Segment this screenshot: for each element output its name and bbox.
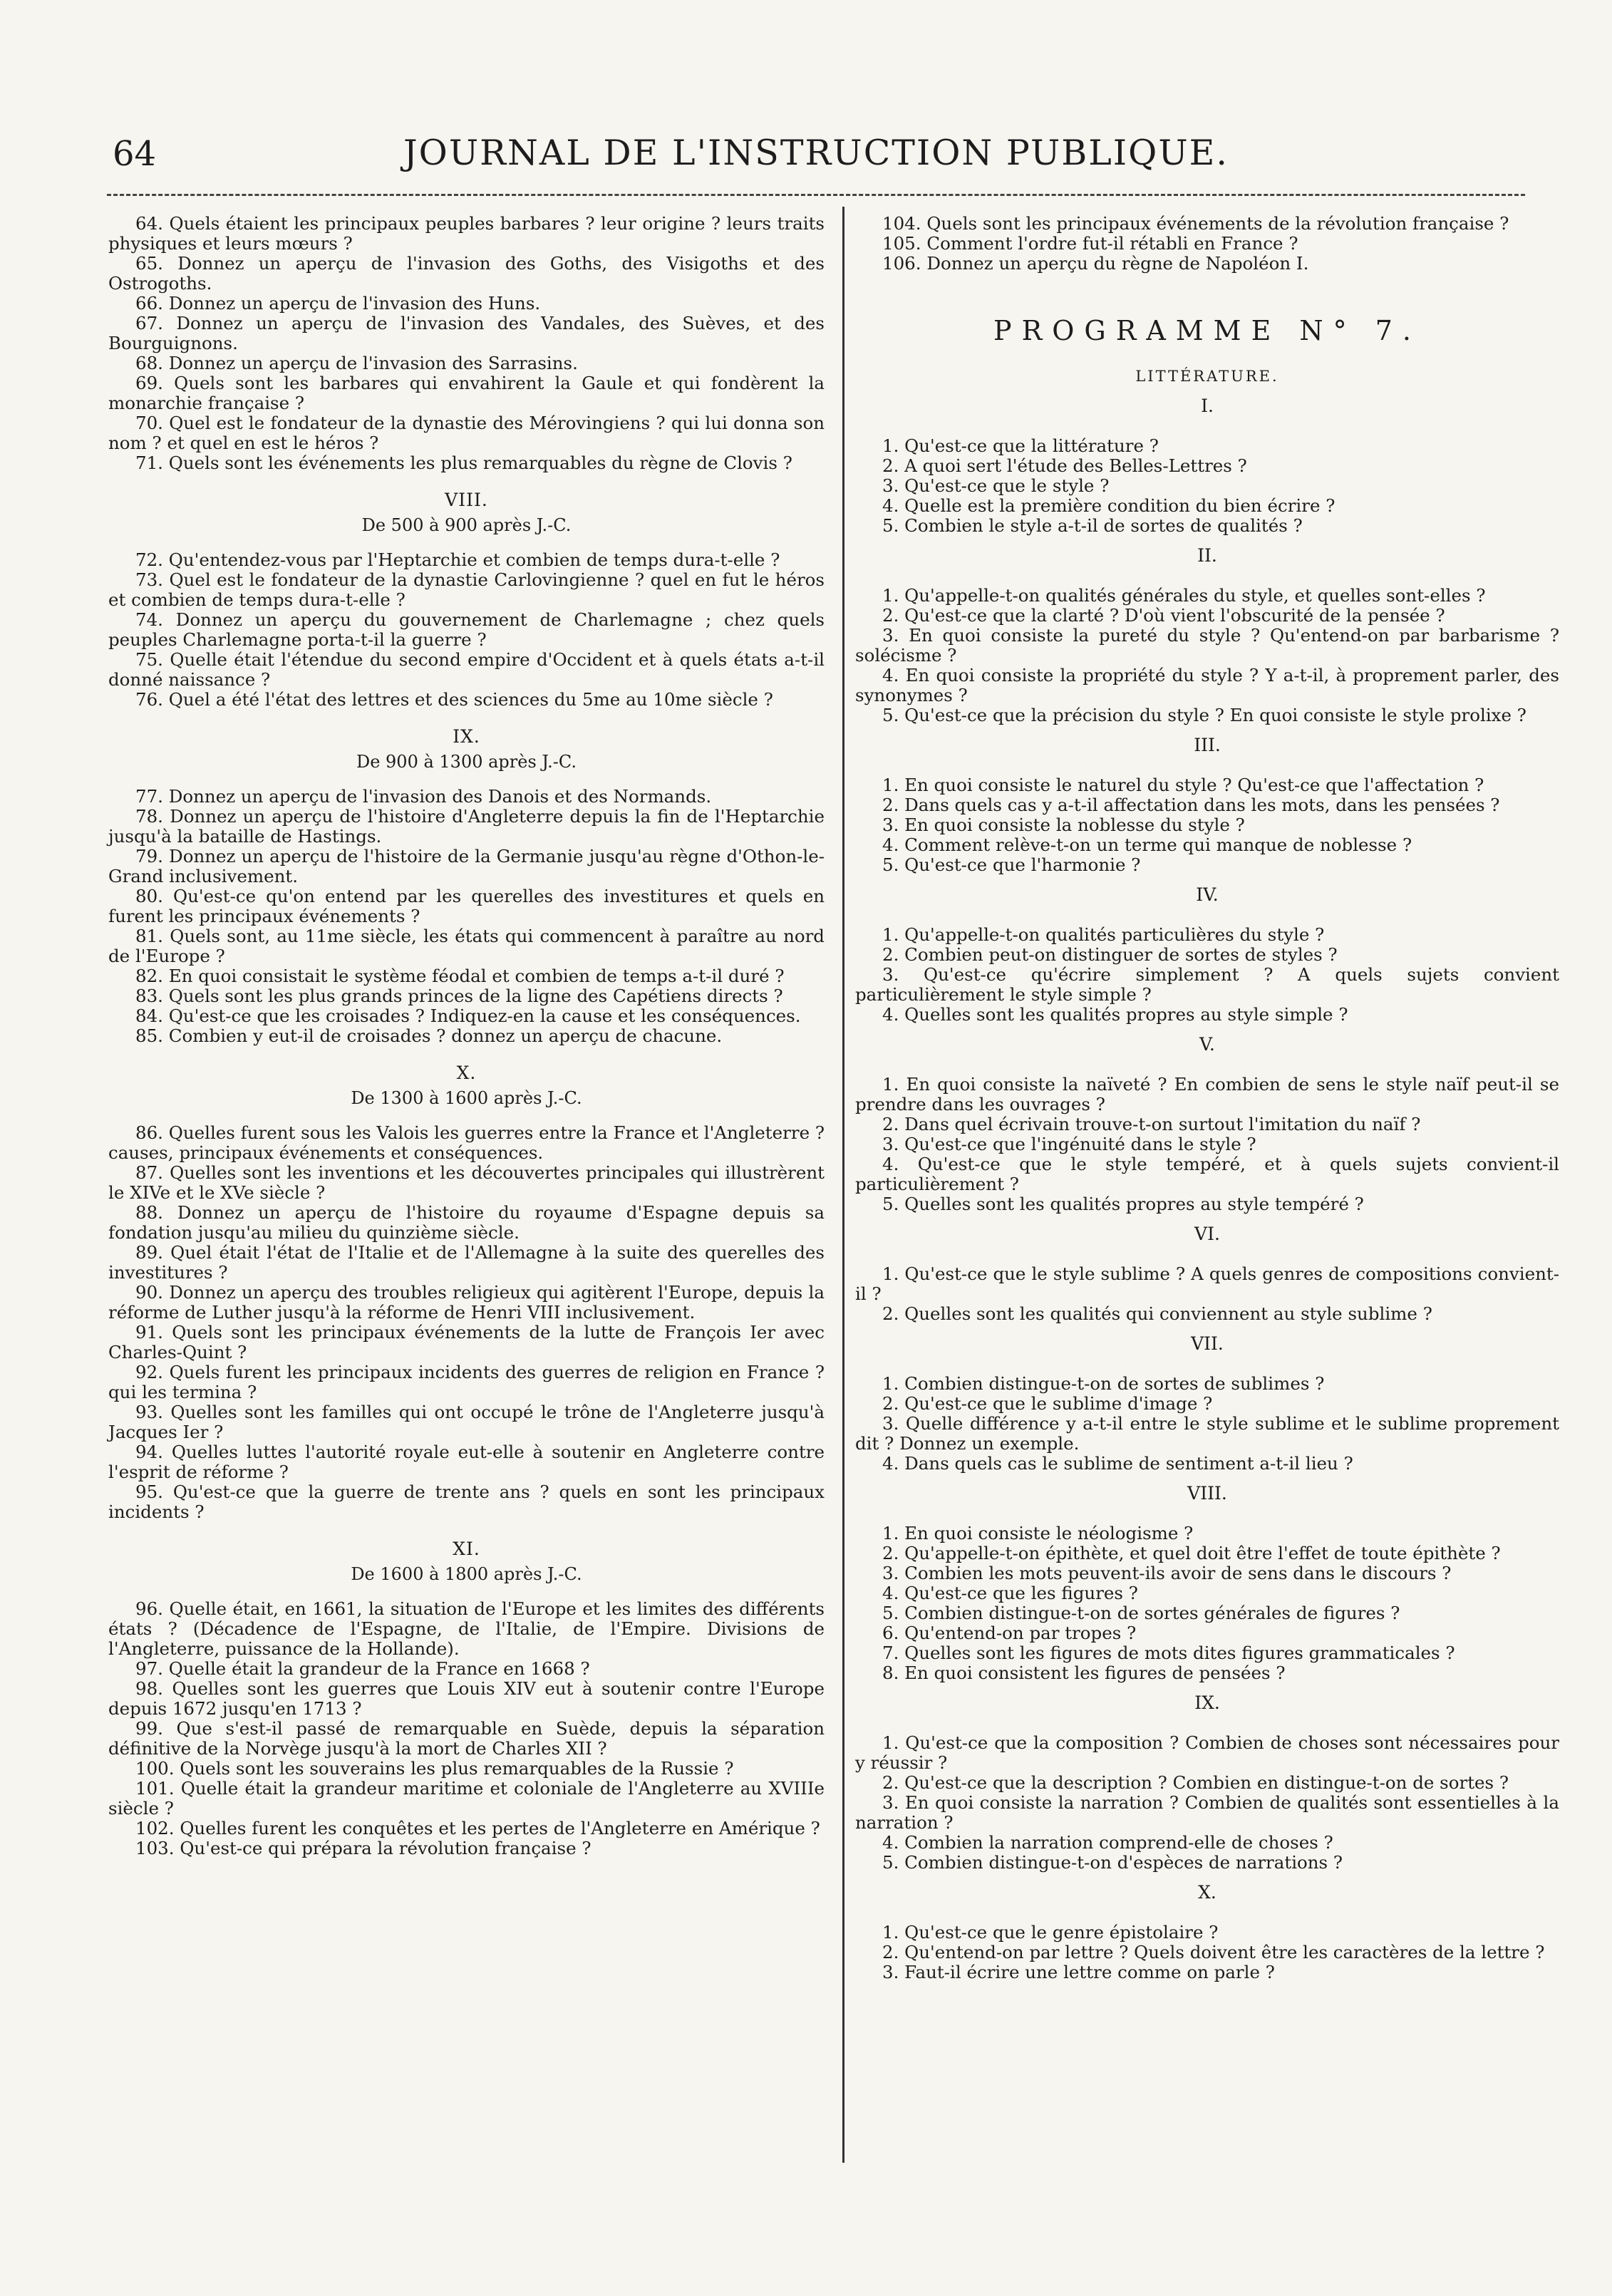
question-item: 3. Qu'est-ce que le style ? [882,475,1110,496]
question-item: 89. Quel était l'état de l'Italie et de l'Allemagne à la suite des querelles des investitures ? [108,1242,825,1283]
question-item: 82. En quoi consistait le système féodal et combien de temps a-t-il duré ? [135,966,785,986]
question-item: 3. En quoi consiste la pureté du style ? Qu'entend-on par barbarisme ? solécisme ? [855,625,1559,666]
question-item: 86. Quelles furent sous les Valois les guerres entre la France et l'Angleterre ? causes, principaux événements et conséquences. [108,1122,825,1163]
question-item: 2. Qu'appelle-t-on épithète, et quel doit être l'effet de toute épithète ? [882,1543,1501,1563]
question-item: 65. Donnez un aperçu de l'invasion des Goths, des Visigoths et des Ostrogoths. [108,253,825,294]
question-item: 3. En quoi consiste la noblesse du style ? [882,815,1245,835]
section-subtitle: De 1300 à 1600 après J.-C. [351,1088,582,1108]
section-numeral: II. [1197,545,1217,566]
question-item: 90. Donnez un aperçu des troubles religieux qui agitèrent l'Europe, depuis la réforme de Luther jusqu'à la réforme de Henri VIII inclusivement. [108,1282,825,1323]
question-item: 5. Qu'est-ce que la précision du style ? En quoi consiste le style prolixe ? [882,705,1526,725]
journal-title: JOURNAL DE L'INSTRUCTION PUBLIQUE. [403,133,1229,173]
section-numeral: VIII. [1187,1483,1227,1504]
question-item: 99. Que s'est-il passé de remarquable en Suède, depuis la séparation définitive de la Norvège jusqu'à la mort de Charles XII ? [108,1718,825,1759]
question-item: 98. Quelles sont les guerres que Louis XIV eut à soutenir contre l'Europe depuis 1672 jusqu'en 1713 ? [108,1678,825,1719]
question-item: 4. Combien la narration comprend-elle de choses ? [882,1832,1333,1853]
question-item: 96. Quelle était, en 1661, la situation de l'Europe et les limites des différents états ? (Décadence de l'Espagne, de l'Italie, de l'Empire. Divisions de l'Angleterre, puissance de la Hollande). [108,1598,825,1659]
question-item: 3. Qu'est-ce qu'écrire simplement ? A quels sujets convient particulièrement le style simple ? [855,964,1559,1005]
question-item: 64. Quels étaient les principaux peuples barbares ? leur origine ? leurs traits physiques et leurs mœurs ? [108,213,825,254]
question-item: 4. Quelle est la première condition du bien écrire ? [882,495,1335,516]
section-numeral: I. [1201,395,1214,416]
question-item: 1. Qu'est-ce que le genre épistolaire ? [882,1922,1219,1943]
question-item: 4. Dans quels cas le sublime de sentiment a-t-il lieu ? [882,1453,1353,1474]
question-item: 73. Quel est le fondateur de la dynastie Carlovingienne ? quel en fut le héros et combien de temps dura-t-elle ? [108,569,825,610]
question-item: 68. Donnez un aperçu de l'invasion des Sarrasins. [135,353,578,373]
section-numeral: VII. [1191,1333,1224,1354]
history-questions-e [108,1599,825,1858]
right-column [855,214,1559,1982]
history-questions-c [108,787,825,1046]
question-item: 1. Qu'est-ce que la composition ? Combien de choses sont nécessaires pour y réussir ? [855,1732,1559,1773]
question-item: 91. Quels sont les principaux événements de la lutte de François Ier avec Charles-Quint ? [108,1322,825,1362]
section-title: X. [456,1062,477,1083]
question-item: 3. Faut-il écrire une lettre comme on parle ? [882,1962,1275,1982]
question-item: 1. Qu'appelle-t-on qualités générales du style, et quelles sont-elles ? [882,585,1486,606]
question-item: 5. Quelles sont les qualités propres au style tempéré ? [882,1194,1364,1214]
question-item: 1. En quoi consiste la naïveté ? En combien de sens le style naïf peut-il se prendre dans les ouvrages ? [855,1074,1559,1115]
section-subtitle: De 1600 à 1800 après J.-C. [351,1564,582,1584]
question-item: 95. Qu'est-ce que la guerre de trente ans ? quels en sont les principaux incidents ? [108,1481,825,1522]
history-questions-d [108,1123,825,1522]
question-item: 88. Donnez un aperçu de l'histoire du royaume d'Espagne depuis sa fondation jusqu'au milieu du quinzième siècle. [108,1202,825,1243]
question-item: 85. Combien y eut-il de croisades ? donnez un aperçu de chacune. [135,1025,723,1046]
section-numeral: III. [1194,735,1221,755]
question-item: 1. Combien distingue-t-on de sortes de sublimes ? [882,1373,1325,1394]
question-item: 75. Quelle était l'étendue du second empire d'Occident et à quels états a-t-il donné naissance ? [108,649,825,690]
question-item: 3. Quelle différence y a-t-il entre le style sublime et le sublime proprement dit ? Donnez un exemple. [855,1413,1559,1454]
question-item: 76. Quel a été l'état des lettres et des sciences du 5me au 10me siècle ? [135,689,773,710]
question-item: 8. En quoi consistent les figures de pensées ? [882,1662,1286,1683]
question-item: 5. Qu'est-ce que l'harmonie ? [882,854,1141,875]
question-item: 72. Qu'entendez-vous par l'Heptarchie et combien de temps dura-t-elle ? [135,549,780,570]
literature-sections [855,395,1559,1982]
question-item: 5. Combien distingue-t-on de sortes générales de figures ? [882,1603,1400,1623]
question-item: 6. Qu'entend-on par tropes ? [882,1623,1137,1643]
question-item: 93. Quelles sont les familles qui ont occupé le trône de l'Angleterre jusqu'à Jacques Ier ? [108,1402,825,1442]
question-item: 103. Qu'est-ce qui prépara la révolution française ? [135,1838,591,1858]
question-item: 2. Combien peut-on distinguer de sortes de styles ? [882,944,1338,965]
section-title: IX. [453,726,480,747]
question-item: 3. Qu'est-ce que l'ingénuité dans le style ? [882,1134,1256,1154]
question-item: 1. Qu'est-ce que le style sublime ? A quels genres de compositions convient-il ? [855,1263,1559,1304]
section-numeral: IV. [1196,884,1219,905]
page-header [107,127,1525,184]
section-numeral: VI. [1194,1224,1220,1244]
question-item: 71. Quels sont les événements les plus remarquables du règne de Clovis ? [135,453,792,473]
section-numeral: IX. [1194,1692,1220,1713]
question-item: 2. Dans quels cas y a-t-il affectation dans les mots, dans les pensées ? [882,795,1500,815]
question-item: 100. Quels sont les souverains les plus remarquables de la Russie ? [135,1758,734,1779]
question-item: 4. En quoi consiste la propriété du style ? Y a-t-il, à proprement parler, des synonymes ? [855,665,1559,705]
section-subtitle: De 900 à 1300 après J.-C. [356,752,577,772]
section-subtitle: De 500 à 900 après J.-C. [361,515,572,535]
header-rule [107,194,1525,196]
history-questions-top [855,214,1559,274]
section-title: VIII. [445,490,488,510]
column-divider [842,207,844,2163]
left-column [108,214,825,1858]
question-item: 2. Quelles sont les qualités qui conviennent au style sublime ? [882,1303,1432,1324]
question-item: 5. Combien le style a-t-il de sortes de qualités ? [882,515,1303,536]
question-item: 66. Donnez un aperçu de l'invasion des Huns. [135,293,541,314]
history-questions-a [108,214,825,473]
question-item: 2. Dans quel écrivain trouve-t-on surtout l'imitation du naïf ? [882,1114,1421,1134]
question-item: 83. Quels sont les plus grands princes de la ligne des Capétiens directs ? [135,986,783,1006]
question-item: 70. Quel est le fondateur de la dynastie des Mérovingiens ? qui lui donna son nom ? et quel en est le héros ? [108,413,825,453]
question-item: 101. Quelle était la grandeur maritime et coloniale de l'Angleterre au XVIIIe siècle ? [108,1778,825,1819]
question-item: 2. A quoi sert l'étude des Belles-Lettres ? [882,455,1247,476]
question-item: 5. Combien distingue-t-on d'espèces de narrations ? [882,1852,1343,1873]
question-item: 4. Qu'est-ce que les figures ? [882,1583,1138,1603]
question-item: 4. Comment relève-t-on un terme qui manque de noblesse ? [882,834,1412,855]
question-item: 1. En quoi consiste le néologisme ? [882,1523,1194,1543]
rubric-title: LITTÉRATURE. [1135,368,1279,385]
question-item: 77. Donnez un aperçu de l'invasion des Danois et des Normands. [135,786,712,807]
history-questions-b [108,550,825,710]
question-item: 102. Quelles furent les conquêtes et les pertes de l'Angleterre en Amérique ? [135,1818,820,1839]
question-item: 3. Combien les mots peuvent-ils avoir de sens dans le discours ? [882,1563,1452,1583]
question-item: 2. Qu'est-ce que la description ? Combien en distingue-t-on de sortes ? [882,1772,1509,1793]
question-item: 92. Quels furent les principaux incidents des guerres de religion en France ? qui les termina ? [108,1362,825,1402]
question-item: 74. Donnez un aperçu du gouvernement de Charlemagne ; chez quels peuples Charlemagne porta-t-il la guerre ? [108,609,825,650]
question-item: 97. Quelle était la grandeur de la France en 1668 ? [135,1658,590,1679]
section-title: XI. [453,1539,480,1559]
question-item: 105. Comment l'ordre fut-il rétabli en France ? [882,233,1298,254]
question-item: 1. En quoi consiste le naturel du style ? Qu'est-ce que l'affectation ? [882,775,1484,795]
question-item: 1. Qu'est-ce que la littérature ? [882,435,1159,456]
question-item: 3. En quoi consiste la narration ? Combien de qualités sont essentielles à la narration ? [855,1792,1559,1833]
question-item: 79. Donnez un aperçu de l'histoire de la Germanie jusqu'au règne d'Othon-le-Grand inclusivement. [108,846,825,886]
question-item: 78. Donnez un aperçu de l'histoire d'Angleterre depuis la fin de l'Heptarchie jusqu'à la bataille de Hastings. [108,806,825,847]
question-item: 104. Quels sont les principaux événements de la révolution française ? [882,213,1509,234]
page-number: 64 [113,134,157,174]
question-item: 2. Qu'est-ce que le sublime d'image ? [882,1393,1213,1414]
section-numeral: V. [1199,1034,1215,1055]
question-item: 87. Quelles sont les inventions et les découvertes principales qui illustrèrent le XIVe et le XVe siècle ? [108,1162,825,1203]
question-item: 7. Quelles sont les figures de mots dites figures grammaticales ? [882,1643,1455,1663]
question-item: 67. Donnez un aperçu de l'invasion des Vandales, des Suèves, et des Bourguignons. [108,313,825,353]
question-item: 81. Quels sont, au 11me siècle, les états qui commencent à paraître au nord de l'Europe ? [108,926,825,966]
question-item: 106. Donnez un aperçu du règne de Napoléon I. [882,253,1309,274]
question-item: 94. Quelles luttes l'autorité royale eut-elle à soutenir en Angleterre contre l'esprit de réforme ? [108,1442,825,1482]
question-item: 4. Quelles sont les qualités propres au style simple ? [882,1004,1348,1025]
question-item: 4. Qu'est-ce que le style tempéré, et à quels sujets convient-il particulièrement ? [855,1154,1559,1194]
section-numeral: X. [1198,1882,1216,1903]
question-item: 1. Qu'appelle-t-on qualités particulières du style ? [882,924,1325,945]
program-title: PROGRAMME N° 7. [993,315,1421,346]
question-item: 80. Qu'est-ce qu'on entend par les querelles des investitures et quels en furent les principaux événements ? [108,886,825,926]
question-item: 2. Qu'est-ce que la clarté ? D'où vient l'obscurité de la pensée ? [882,605,1445,626]
question-item: 69. Quels sont les barbares qui envahirent la Gaule et qui fondèrent la monarchie française ? [108,373,825,413]
question-item: 84. Qu'est-ce que les croisades ? Indiquez-en la cause et les conséquences. [135,1005,801,1026]
question-item: 2. Qu'entend-on par lettre ? Quels doivent être les caractères de la lettre ? [882,1942,1545,1963]
